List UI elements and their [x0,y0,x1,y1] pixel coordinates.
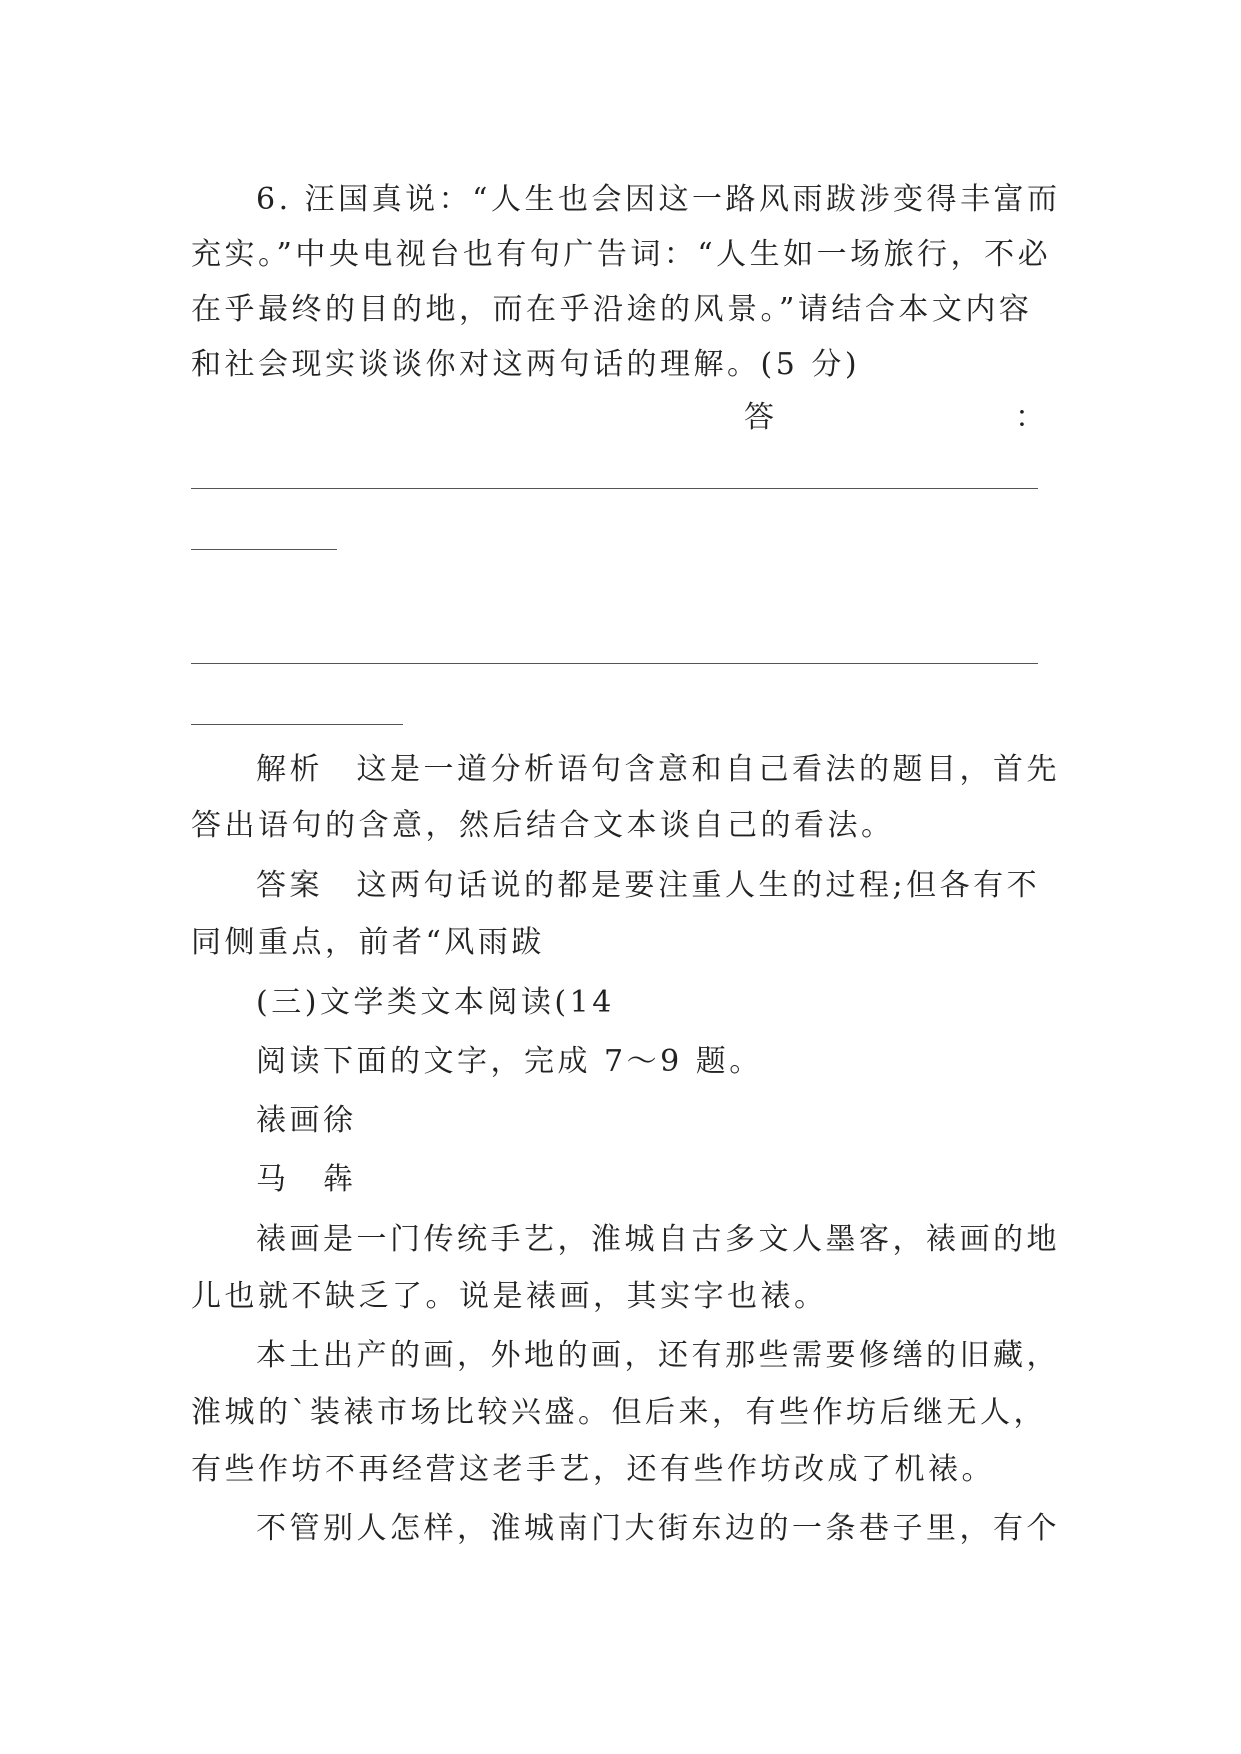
story-line: 裱画是一门传统手艺，淮城自古多文人墨客，裱画的地 [256,1222,1060,1257]
section-heading: (三)文学类文本阅读(14 [256,985,615,1020]
answer-colon: ： [1015,400,1045,435]
question-line: 在乎最终的目的地，而在乎沿途的风景。”请结合本文内容 [191,292,1033,327]
story-line: 淮城的`装裱市场比较兴盛。但后来，有些作坊后继无人， [191,1395,1047,1430]
story-line: 有些作坊不再经营这老手艺，还有些作坊改成了机裱。 [191,1452,995,1487]
story-title: 裱画徐 [256,1103,357,1138]
answer-blank-line [191,488,1038,489]
question-line: 6. 汪国真说：“人生也会因这一路风雨跋涉变得丰富而 [256,182,1061,217]
answer-blank-line [191,724,403,725]
section-instruction: 阅读下面的文字，完成 7～9 题。 [256,1044,763,1079]
answer-line: 答案 这两句话说的都是要注重人生的过程;但各有不 [256,868,1041,903]
analysis-line: 解析 这是一道分析语句含意和自己看法的题目，首先 [256,752,1060,787]
analysis-line: 答出语句的含意，然后结合文本谈自己的看法。 [191,808,895,843]
story-line: 儿也就不缺乏了。说是裱画，其实字也裱。 [191,1279,828,1314]
answer-blank-line [191,663,1038,664]
story-line: 本土出产的画，外地的画，还有那些需要修缮的旧藏， [256,1338,1060,1373]
question-line: 充实。”中央电视台也有句广告词：“人生如一场旅行，不必 [191,237,1052,272]
question-line: 和社会现实谈谈你对这两句话的理解。(5 分) [191,347,861,382]
answer-blank-line [191,549,337,550]
story-line: 不管别人怎样，淮城南门大街东边的一条巷子里，有个 [256,1511,1060,1546]
answer-line: 同侧重点，前者“风雨跋 [191,925,545,960]
answer-label: 答 [744,400,774,435]
story-author: 马 犇 [256,1162,357,1197]
